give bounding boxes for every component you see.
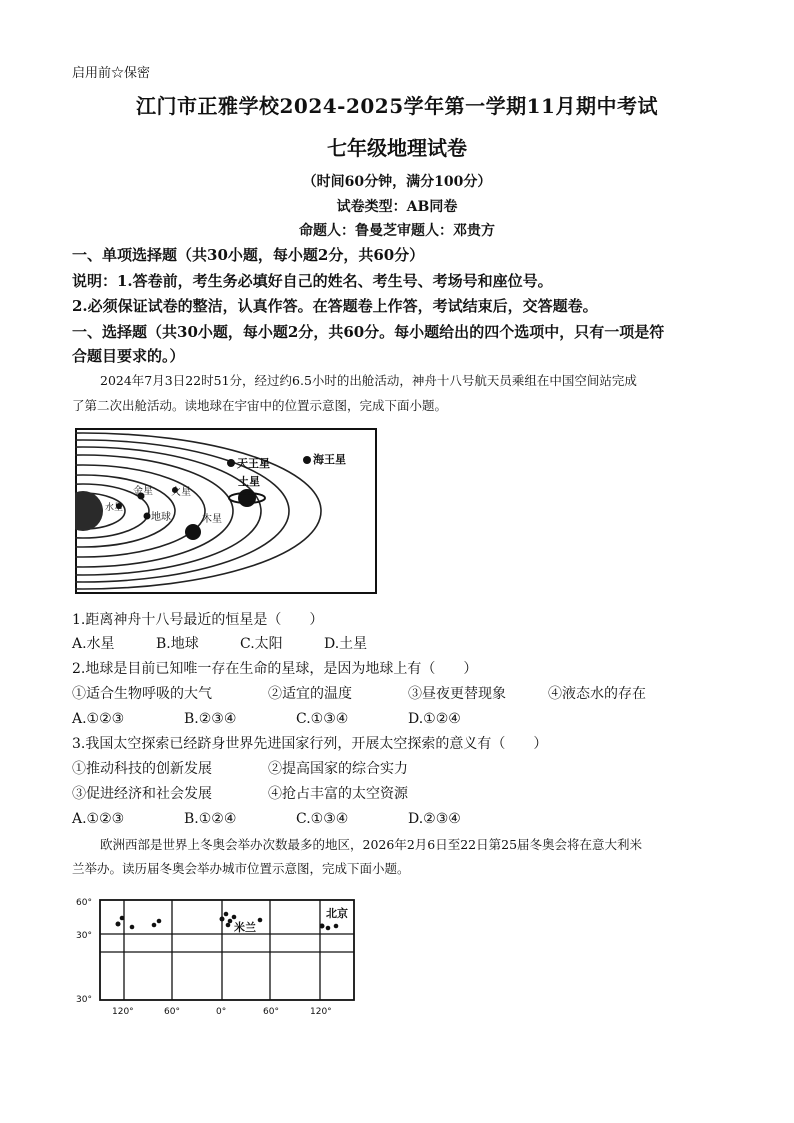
question-3-item-4: ④抢占丰富的太空资源 xyxy=(268,786,408,802)
question-2-item-1: ①适合生物呼吸的大气 xyxy=(72,686,212,702)
passage1-line2: 了第二次出舱活动。读地球在宇宙中的位置示意图，完成下面小题。 xyxy=(72,398,448,413)
question-3-item-3: ③促进经济和社会发展 xyxy=(72,786,212,802)
milan-label: 米兰 xyxy=(234,921,256,934)
instruction-2: 2.必须保证试卷的整洁，认真作答。在答题卷上作答，考试结束后，交答题卷。 xyxy=(72,297,598,315)
neptune-label: 海王星 xyxy=(313,453,346,466)
section-heading-2-line1: 一、选择题（共30小题，每小题2分，共60分。每小题给出的四个选项中，只有一项是符 xyxy=(72,323,665,341)
lat-label-30s: 30° xyxy=(76,995,92,1005)
question-1-option-c[interactable]: C.太阳 xyxy=(240,636,283,652)
neptune-icon xyxy=(303,456,311,464)
question-2-item-3: ③昼夜更替现象 xyxy=(408,686,506,702)
question-2-option-c[interactable]: C.①③④ xyxy=(296,711,349,727)
question-3-item-2: ②提高国家的综合实力 xyxy=(268,761,408,777)
question-3-item-1: ①推动科技的创新发展 xyxy=(72,761,212,777)
question-1-option-b[interactable]: B.地球 xyxy=(156,636,199,652)
instruction-1: 说明：1.答卷前，考生务必填好自己的姓名、考生号、考场号和座位号。 xyxy=(72,272,553,290)
question-3-option-b[interactable]: B.①②④ xyxy=(184,811,237,827)
secrecy-label: 启用前☆保密 xyxy=(72,66,151,81)
section-heading: 一、单项选择题（共30小题，每小题2分，共60分） xyxy=(72,246,425,264)
lat-label-30n: 30° xyxy=(76,931,92,941)
exam-authors: 命题人：鲁曼芝审题人：邓贵方 xyxy=(299,223,495,239)
question-2-option-a[interactable]: A.①②③ xyxy=(72,711,125,727)
saturn-label: 土星 xyxy=(238,475,260,488)
uranus-icon xyxy=(227,459,235,467)
question-2-item-4: ④液态水的存在 xyxy=(548,686,646,702)
passage2-line2: 兰举办。读历届冬奥会举办城市位置示意图，完成下面小题。 xyxy=(72,861,410,876)
venus-label: 金星 xyxy=(133,486,153,497)
lon-label-120w: 120° xyxy=(112,1007,134,1017)
solar-system-figure xyxy=(75,428,377,594)
beijing-label: 北京 xyxy=(326,907,348,920)
question-3-option-d[interactable]: D.②③④ xyxy=(408,811,461,827)
olympic-cities-map xyxy=(74,890,364,1018)
question-3-stem: 3.我国太空探索已经跻身世界先进国家行列，开展太空探索的意义有（ ） xyxy=(72,736,548,752)
earth-icon xyxy=(144,513,151,520)
passage1-line1: 2024年7月3日22时51分，经过约6.5小时的出舱活动，神舟十八号航天员乘组在中国空间站完成 xyxy=(100,373,637,388)
question-2-item-2: ②适宜的温度 xyxy=(268,686,352,702)
passage2-line1: 欧洲西部是世界上冬奥会举办次数最多的地区，2026年2月6日至22日第25届冬奥会将在意大利米 xyxy=(100,837,643,852)
exam-time: （时间60分钟，满分100分） xyxy=(302,174,492,190)
question-2-option-b[interactable]: B.②③④ xyxy=(184,711,237,727)
lon-label-60e: 60° xyxy=(263,1007,279,1017)
mars-label: 火星 xyxy=(171,487,191,498)
exam-subtitle: 七年级地理试卷 xyxy=(327,136,467,160)
exam-title: 江门市正雅学校2024-2025学年第一学期11月期中考试 xyxy=(136,94,658,118)
question-3-option-a[interactable]: A.①②③ xyxy=(72,811,125,827)
uranus-label: 天王星 xyxy=(237,457,270,470)
question-3-option-c[interactable]: C.①③④ xyxy=(296,811,349,827)
lon-label-120e: 120° xyxy=(310,1007,332,1017)
exam-type: 试卷类型：AB同卷 xyxy=(336,199,458,215)
lon-label-60w: 60° xyxy=(164,1007,180,1017)
question-1-option-a[interactable]: A.水星 xyxy=(72,636,115,652)
question-1-option-d[interactable]: D.土星 xyxy=(324,636,368,652)
question-2-option-d[interactable]: D.①②④ xyxy=(408,711,461,727)
question-2-stem: 2.地球是目前已知唯一存在生命的星球，是因为地球上有（ ） xyxy=(72,661,478,677)
section-heading-2-line2: 合题目要求的。） xyxy=(72,347,185,365)
question-1-stem: 1.距离神舟十八号最近的恒星是（ ） xyxy=(72,612,324,628)
lat-label-60n: 60° xyxy=(76,898,92,908)
mercury-label: 水星 xyxy=(105,503,124,513)
lon-label-0: 0° xyxy=(216,1007,227,1017)
earth-label: 地球 xyxy=(151,512,171,523)
jupiter-label: 木星 xyxy=(202,514,222,525)
jupiter-icon xyxy=(185,524,201,540)
